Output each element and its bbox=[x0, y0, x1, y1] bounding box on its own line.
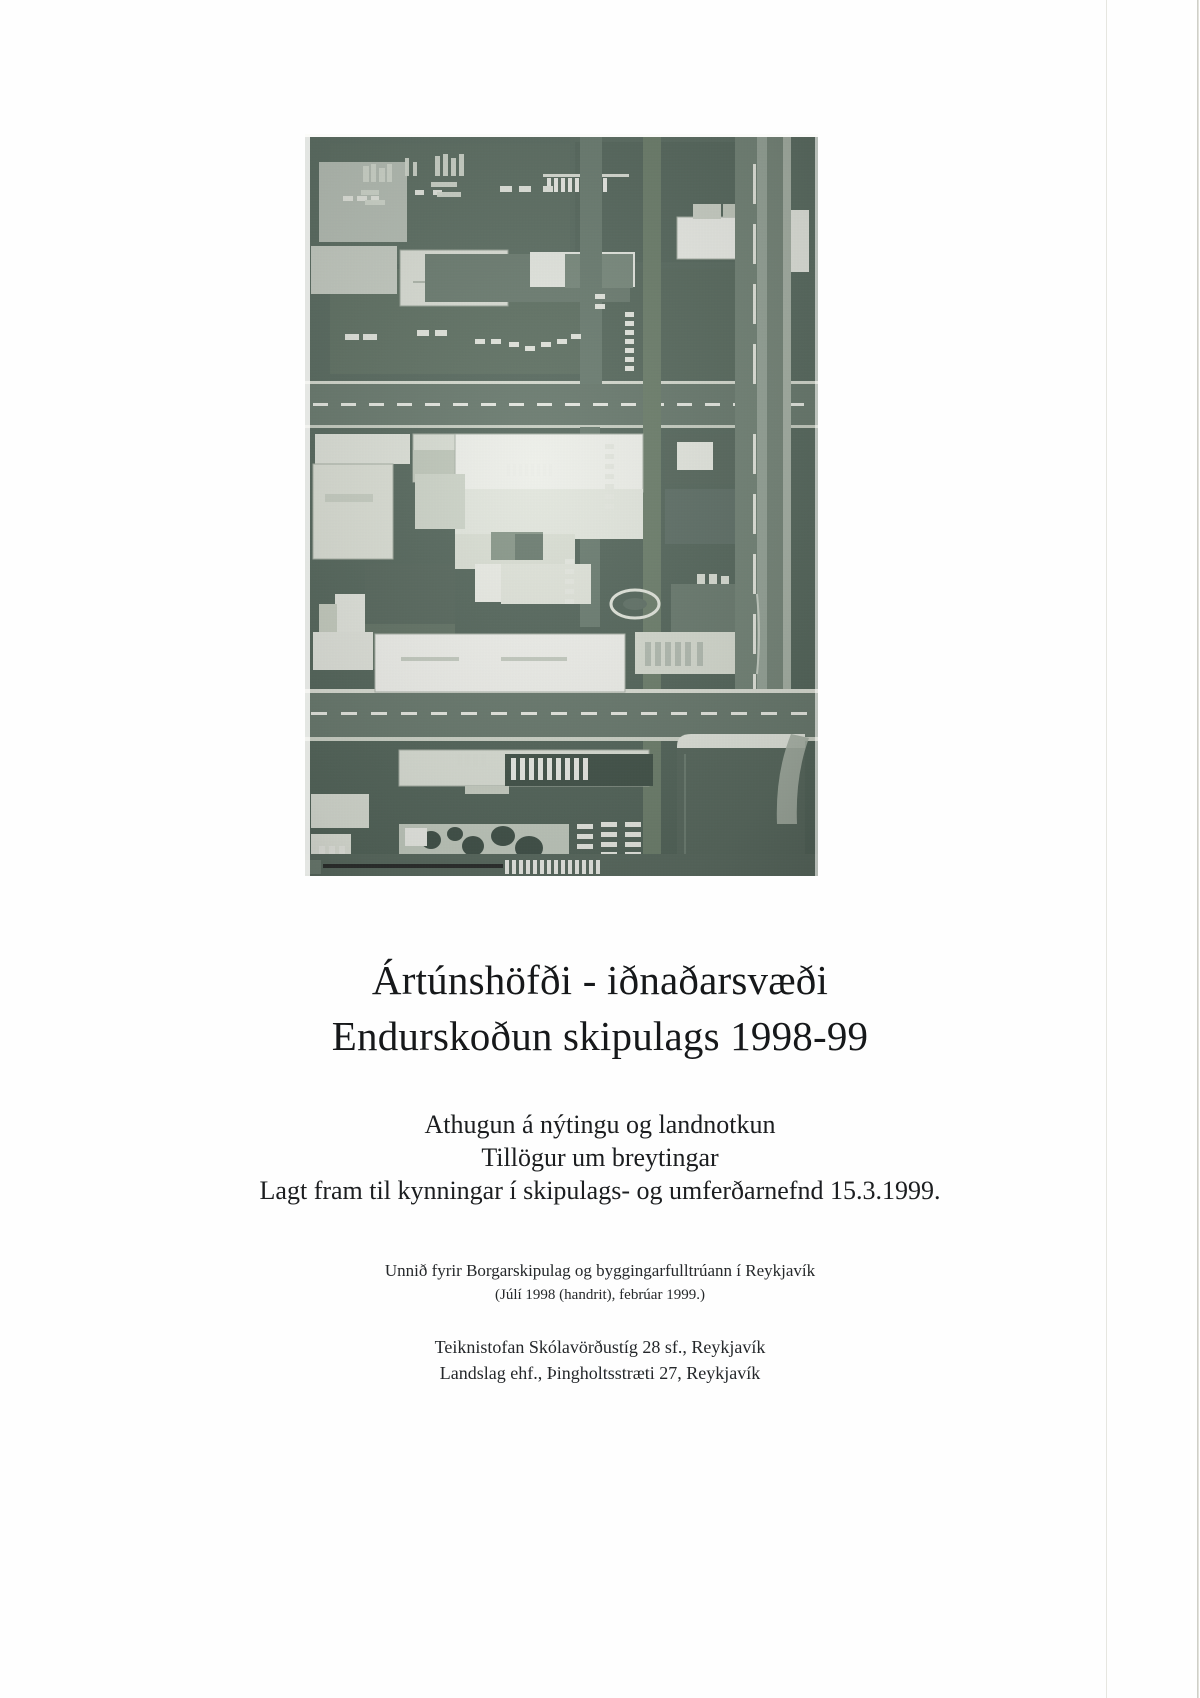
credits-commissioned-by: Unnið fyrir Borgarskipulag og byggingarfulltrúann í Reykjavík bbox=[384, 1261, 816, 1280]
subtitle-line-3: Lagt fram til kynningar í skipulags- og umferðarnefnd 15.3.1999. bbox=[259, 1176, 941, 1205]
scan-artifact-line bbox=[1198, 0, 1199, 1698]
office-line-1: Teiknistofan Skólavörðustíg 28 sf., Reykjavík bbox=[434, 1337, 766, 1357]
aerial-photograph bbox=[305, 134, 818, 876]
subtitle-line-2: Tillögur um breytingar bbox=[481, 1143, 719, 1172]
aerial-photograph-image bbox=[305, 134, 818, 876]
title-line-2: Endurskoðun skipulags 1998-99 bbox=[331, 1013, 869, 1059]
page-title bbox=[0, 952, 1200, 1064]
scan-artifact-line bbox=[1106, 0, 1107, 1698]
credits-date-note: (Júlí 1998 (handrit), febrúar 1999.) bbox=[495, 1287, 705, 1303]
subtitle-line-1: Athugun á nýtingu og landnotkun bbox=[424, 1110, 776, 1139]
credits-group bbox=[0, 1258, 1200, 1307]
scan-artifact-line bbox=[1197, 0, 1198, 1698]
title-line-1: Ártúnshöfði - iðnaðarsvæði bbox=[371, 957, 829, 1003]
authoring-offices-group bbox=[0, 1334, 1200, 1386]
office-line-2: Landslag ehf., Þingholtsstræti 27, Reykjavík bbox=[439, 1363, 761, 1383]
subtitle-group bbox=[0, 1108, 1200, 1207]
